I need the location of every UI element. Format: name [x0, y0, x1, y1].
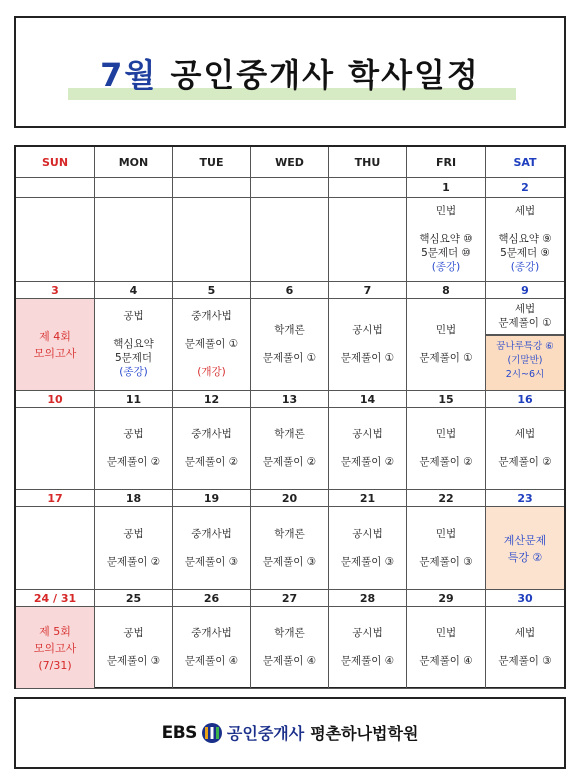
special-text: 꿈나루특강 ⑥	[496, 341, 554, 352]
title-text: 공인중개사 학사일정	[170, 56, 480, 94]
schedule-text	[407, 640, 485, 654]
day-cell	[173, 607, 251, 689]
schedule-text: 문제풀이 ②	[419, 456, 473, 468]
date-number: 7	[329, 282, 407, 299]
schedule-text	[407, 337, 485, 351]
schedule-text: 공법	[123, 528, 144, 540]
date-number: 26	[173, 590, 251, 607]
day-cell	[16, 198, 95, 282]
schedule-text	[95, 640, 172, 654]
schedule-text	[173, 351, 250, 365]
date-number: 16	[486, 391, 564, 408]
day-cell	[407, 198, 486, 282]
date-number: 11	[95, 391, 173, 408]
schedule-text	[329, 337, 406, 351]
date-number: 14	[329, 391, 407, 408]
schedule-text: (개강)	[197, 366, 226, 378]
page-title	[16, 50, 564, 96]
schedule-text: 학개론	[274, 627, 305, 639]
day-header-mon: MON	[95, 147, 173, 178]
schedule-text: 문제풀이 ②	[106, 556, 161, 568]
date-number	[173, 178, 251, 198]
schedule-text: 중개사법	[191, 627, 232, 639]
day-cell	[16, 408, 95, 490]
date-number: 28	[329, 590, 407, 607]
schedule-text: 세법	[514, 303, 536, 315]
schedule-text: 민법	[435, 627, 457, 639]
schedule-text: 문제풀이 ①	[498, 317, 552, 329]
date-number: 27	[251, 590, 329, 607]
day-header-fri: FRI	[407, 147, 486, 178]
schedule-text: 모의고사	[33, 642, 77, 655]
schedule-text: 중개사법	[191, 428, 232, 440]
day-header-wed: WED	[251, 147, 329, 178]
date-number: 30	[486, 590, 564, 607]
schedule-text	[329, 441, 406, 455]
schedule-text: 공법	[123, 627, 144, 639]
date-number: 24 / 31	[16, 590, 95, 607]
day-cell	[486, 607, 564, 689]
title-month: 7월	[100, 56, 158, 94]
schedule-text: 특강 ②	[507, 551, 543, 564]
schedule-text: 공법	[123, 428, 144, 440]
day-cell	[16, 299, 95, 391]
date-number: 4	[95, 282, 173, 299]
schedule-text	[173, 441, 250, 455]
day-cell	[173, 408, 251, 490]
schedule-text	[173, 323, 250, 337]
day-cell	[16, 507, 95, 590]
footer-box	[14, 697, 566, 769]
date-number: 2	[486, 178, 564, 198]
day-cell	[329, 299, 407, 391]
schedule-text	[407, 541, 485, 555]
date-number: 21	[329, 490, 407, 507]
schedule-text	[95, 441, 172, 455]
footer-brand: 공인중개사	[226, 724, 305, 743]
schedule-text: 모의고사	[33, 347, 77, 360]
day-cell	[173, 198, 251, 282]
day-cell	[251, 408, 329, 490]
day-header-thu: THU	[329, 147, 407, 178]
schedule-text	[173, 541, 250, 555]
schedule-text: 문제풀이 ②	[340, 456, 395, 468]
date-number: 20	[251, 490, 329, 507]
schedule-text: 문제풀이 ③	[419, 556, 473, 568]
schedule-text: 핵심요약 ⑨	[498, 233, 552, 245]
schedule-text: 공시법	[352, 428, 383, 440]
date-number: 5	[173, 282, 251, 299]
schedule-text: 문제풀이 ③	[498, 655, 552, 667]
day-cell	[95, 408, 173, 490]
date-number	[251, 178, 329, 198]
date-number: 8	[407, 282, 486, 299]
schedule-text: 민법	[435, 205, 457, 217]
date-number: 23	[486, 490, 564, 507]
date-number: 17	[16, 490, 95, 507]
schedule-text: 학개론	[274, 324, 305, 336]
schedule-text: (종강)	[510, 261, 540, 273]
schedule-text	[95, 323, 172, 337]
schedule-text: 문제풀이 ①	[184, 338, 239, 350]
schedule-text: 핵심요약 ⑩	[419, 233, 473, 245]
schedule-text: 문제풀이 ②	[498, 456, 552, 468]
day-cell	[95, 299, 173, 391]
title-box	[14, 16, 566, 128]
date-number	[16, 178, 95, 198]
schedule-text: 문제풀이 ④	[184, 655, 239, 667]
schedule-text: 문제풀이 ②	[106, 456, 161, 468]
schedule-text: 세법	[514, 205, 536, 217]
schedule-text: 핵심요약	[113, 338, 154, 350]
day-cell	[95, 507, 173, 590]
day-cell	[251, 198, 329, 282]
day-cell	[251, 507, 329, 590]
schedule-text: 중개사법	[191, 528, 232, 540]
schedule-text	[486, 640, 564, 654]
day-cell	[486, 408, 564, 490]
schedule-text: 문제풀이 ③	[340, 556, 395, 568]
date-number: 22	[407, 490, 486, 507]
date-number	[329, 178, 407, 198]
ebs-text: EBS	[161, 722, 197, 743]
schedule-text: 민법	[435, 324, 457, 336]
schedule-text	[95, 541, 172, 555]
schedule-text: 문제풀이 ③	[184, 556, 239, 568]
schedule-text: 5문제더 ⑨	[500, 247, 550, 259]
schedule-text	[251, 541, 328, 555]
date-number: 19	[173, 490, 251, 507]
date-number: 3	[16, 282, 95, 299]
day-cell	[173, 507, 251, 590]
schedule-text: 민법	[435, 428, 457, 440]
schedule-text: 문제풀이 ④	[340, 655, 395, 667]
day-cell	[486, 198, 564, 282]
schedule-text: 문제풀이 ③	[262, 556, 317, 568]
day-header-sun: SUN	[16, 147, 95, 178]
schedule-text: 제 5회	[39, 625, 71, 638]
schedule-text: 5문제더	[114, 352, 153, 364]
schedule-text: 공시법	[352, 528, 383, 540]
day-header-tue: TUE	[173, 147, 251, 178]
schedule-text	[251, 337, 328, 351]
day-cell	[329, 507, 407, 590]
date-number: 15	[407, 391, 486, 408]
special-text: (기말반)	[507, 355, 543, 366]
day-cell	[95, 607, 173, 689]
day-cell	[407, 607, 486, 689]
schedule-text: 문제풀이 ①	[419, 352, 473, 364]
schedule-text: 세법	[514, 428, 536, 440]
footer-academy: 평촌하나법학원	[310, 724, 419, 743]
schedule-text: 문제풀이 ④	[262, 655, 317, 667]
day-cell	[329, 198, 407, 282]
day-cell	[251, 607, 329, 689]
schedule-text: 중개사법	[191, 310, 232, 322]
schedule-text: (7/31)	[38, 659, 72, 672]
day-cell	[407, 507, 486, 590]
day-cell	[407, 299, 486, 391]
date-number	[95, 178, 173, 198]
schedule-text	[329, 640, 406, 654]
schedule-text	[251, 441, 328, 455]
date-number: 6	[251, 282, 329, 299]
day-cell	[329, 607, 407, 689]
date-number: 13	[251, 391, 329, 408]
date-number: 12	[173, 391, 251, 408]
special-lecture-cell	[486, 335, 564, 391]
footer-logo	[16, 721, 564, 744]
schedule-text: 제 4회	[39, 330, 71, 343]
schedule-text: 공시법	[352, 324, 383, 336]
schedule-text: 학개론	[274, 528, 305, 540]
schedule-text	[486, 441, 564, 455]
schedule-text	[407, 218, 485, 232]
schedule-text: 공시법	[352, 627, 383, 639]
schedule-text: (종강)	[119, 366, 148, 378]
schedule-text: 공법	[123, 310, 144, 322]
day-cell	[486, 507, 564, 590]
schedule-text	[407, 441, 485, 455]
schedule-text	[486, 218, 564, 232]
schedule-text	[251, 640, 328, 654]
schedule-text: 5문제더 ⑩	[421, 247, 471, 259]
date-number: 1	[407, 178, 486, 198]
schedule-text	[173, 640, 250, 654]
day-cell	[173, 299, 251, 391]
schedule-text: 문제풀이 ②	[184, 456, 239, 468]
schedule-text: 문제풀이 ③	[106, 655, 161, 667]
schedule-text: 학개론	[274, 428, 305, 440]
special-text: 2시~6시	[505, 369, 545, 380]
schedule-text: 문제풀이 ①	[340, 352, 395, 364]
day-cell	[486, 299, 564, 335]
schedule-text: 문제풀이 ②	[262, 456, 317, 468]
date-number: 25	[95, 590, 173, 607]
schedule-text: 세법	[514, 627, 536, 639]
day-cell	[95, 198, 173, 282]
schedule-text: 문제풀이 ④	[419, 655, 473, 667]
date-number: 18	[95, 490, 173, 507]
date-number: 9	[486, 282, 564, 299]
ebs-logo-icon	[201, 722, 223, 744]
day-cell	[407, 408, 486, 490]
schedule-text: 문제풀이 ①	[262, 352, 317, 364]
calendar	[14, 145, 566, 689]
day-header-sat: SAT	[486, 147, 564, 178]
schedule-text: 민법	[435, 528, 457, 540]
schedule-text	[329, 541, 406, 555]
day-cell	[329, 408, 407, 490]
day-cell	[16, 607, 95, 689]
schedule-text: 계산문제	[503, 534, 547, 547]
date-number: 29	[407, 590, 486, 607]
date-number: 10	[16, 391, 95, 408]
schedule-text: (종강)	[431, 261, 461, 273]
day-cell	[251, 299, 329, 391]
